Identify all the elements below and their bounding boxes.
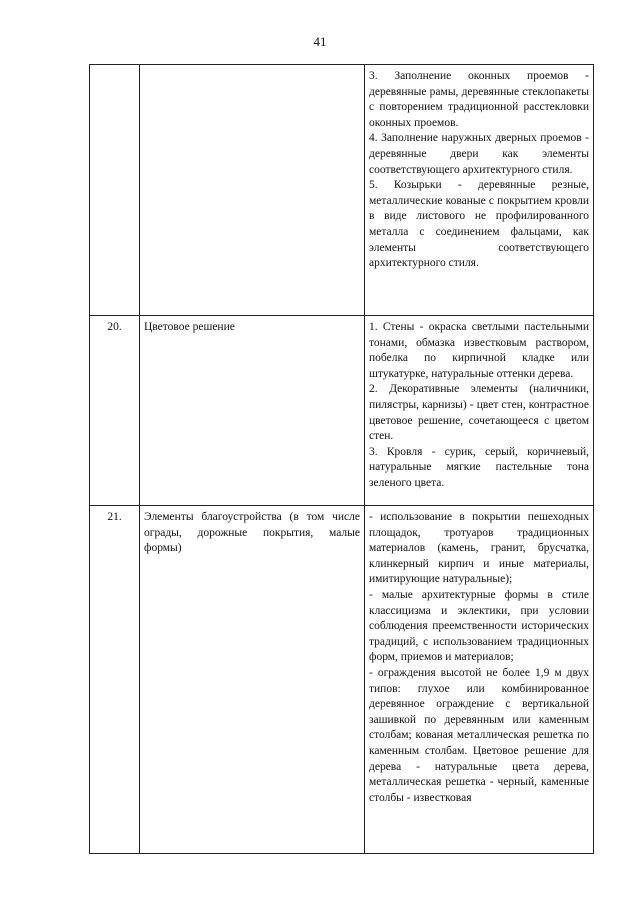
requirements-table [89, 64, 594, 854]
requirement-paragraph: 3. Заполнение оконных проемов - деревянные рамы, деревянные стеклопакеты с повторением традиционной расстекловки оконных проемов. [369, 70, 589, 129]
row-element-name [140, 65, 365, 316]
page-number: 41 [313, 34, 327, 49]
table-row [90, 506, 594, 854]
row-number: 20. [90, 316, 140, 506]
requirement-paragraph: 4. Заполнение наружных дверных проемов - деревянные двери как элементы соответствующего архитектурного стиля. [369, 132, 589, 176]
row-requirements [365, 316, 594, 506]
requirement-paragraph: 5. Козырьки - деревянные резные, металлические кованые с покрытием кровли в виде листового не профилированного металла с соединением фальцами, как элементы соответствующего архитектурного стиля. [369, 179, 589, 270]
row-number: 21. [90, 506, 140, 854]
row-number [90, 65, 140, 316]
requirement-paragraph: - использование в покрытии пешеходных площадок, тротуаров традиционных материалов (камень, гранит, брусчатка, клинкерный кирпич и иные материалы, имитирующие натуральные); [369, 511, 589, 586]
table-row [90, 316, 594, 506]
requirement-paragraph: 1. Стены - окраска светлыми пастельными тонами, обмазка известковым раствором, побелка по кирпичной кладке или штукатурке, натуральные оттенки дерева. [369, 321, 589, 380]
row-element-name: Элементы благоустройства (в том числе ограды, дорожные покрытия, малые формы) [140, 506, 365, 854]
requirement-paragraph: 3. Кровля - сурик, серый, коричневый, натуральные мягкие пастельные тона зеленого цвета. [369, 445, 589, 489]
row-requirements [365, 506, 594, 854]
row-requirements [365, 65, 594, 316]
row-element-name: Цветовое решение [140, 316, 365, 506]
requirement-paragraph: - малые архитектурные формы в стиле классицизма и эклектики, при условии соблюдения преемственности исторических традиций, с использованием традиционных форм, приемов и материалов; [369, 588, 589, 664]
requirement-paragraph: - ограждения высотой не более 1,9 м двух типов: глухое или комбинированное деревянное ограждение с вертикальной зашивкой по деревянным или каменным столбам; кованая металлическая решетка по каменным столбам. Цветовое решение для дерева - натуральные цвета дерева, металлическая решетка - черный, каменные столбы - известковая [369, 666, 589, 804]
table-row [90, 65, 594, 316]
requirement-paragraph: 2. Декоративные элементы (наличники, пилястры, карнизы) - цвет стен, контрастное цветовое решение, сочетающееся с цветом стен. [369, 383, 589, 443]
